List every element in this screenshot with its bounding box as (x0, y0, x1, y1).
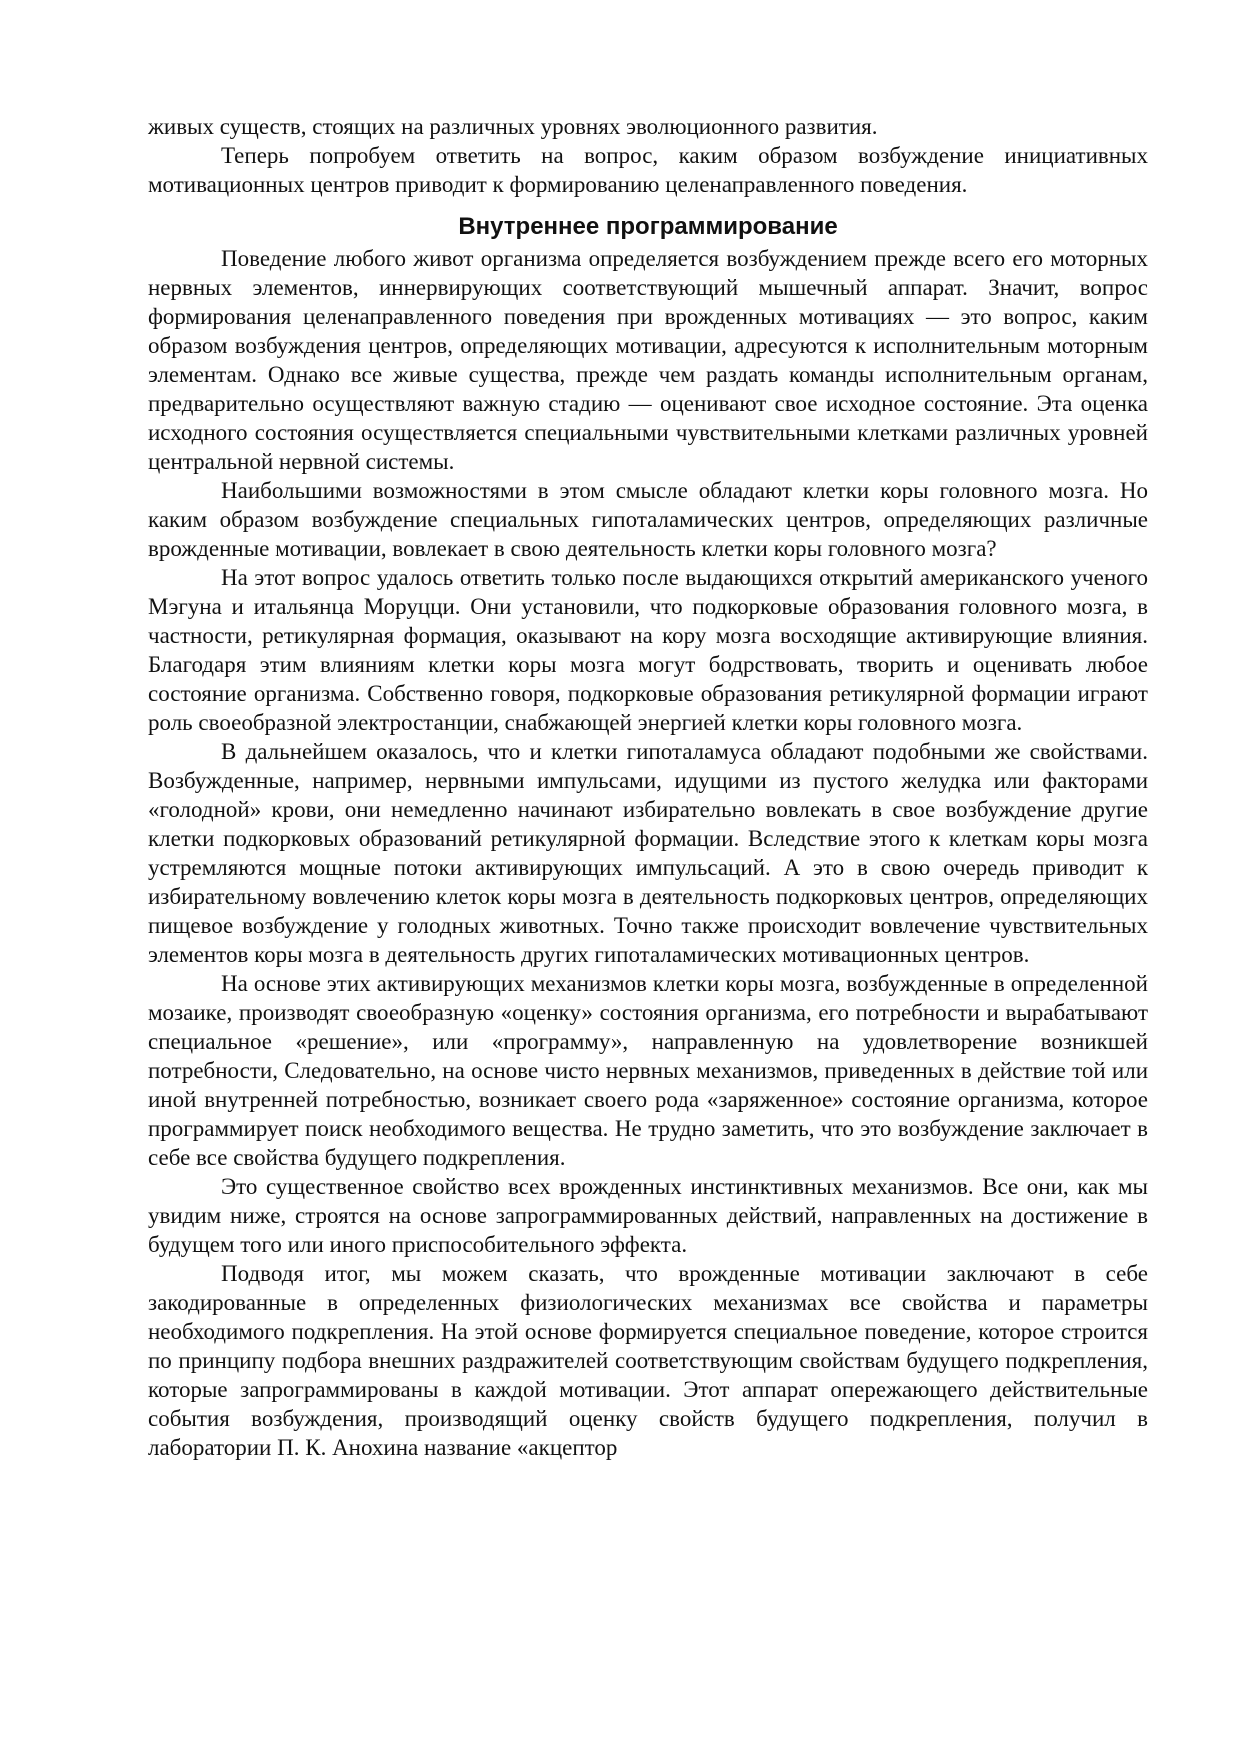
paragraph: На основе этих активирующих механизмов клетки коры мозга, возбужденные в определенной мозаике, производят своеобразную «оценку» состояния организма, его потребности и вырабатывают специальное «решение», или «программу», направленную на удовлетворение возникшей потребности, Следовательно, на основе чисто нервных механизмов, приведенных в действие той или иной внутренней потребностью, возникает своего рода «заряженное» состояние организма, которое программирует поиск необходимого вещества. Не трудно заметить, что это возбуждение заключает в себе все свойства будущего подкрепления. (148, 971, 1148, 1170)
paragraph-continuation: живых существ, стоящих на различных уровнях эволюционного развития. (148, 114, 878, 139)
paragraph: Это существенное свойство всех врожденных инстинктивных механизмов. Все они, как мы увидим ниже, строятся на основе запрограммированных действий, направленных на достижение в будущем того или иного приспособительного эффекта. (148, 1174, 1148, 1257)
paragraph: Теперь попробуем ответить на вопрос, каким образом возбуждение инициативных мотивационных центров приводит к формированию целенаправленного поведения. (148, 143, 1148, 197)
paragraph: На этот вопрос удалось ответить только после выдающихся открытий американского ученого Мэгуна и итальянца Моруцци. Они установили, что подкорковые образования головного мозга, в частности, ретикулярная формация, оказывают на кору мозга восходящие активирующие влияния. Благодаря этим влияниям клетки коры мозга могут бодрствовать, творить и оценивать любое состояние организма. Собственно говоря, подкорковые образования ретикулярной формации играют роль своеобразной электростанции, снабжающей энергией клетки коры головного мозга. (148, 565, 1148, 735)
document-page (148, 112, 1148, 1462)
paragraph: Наибольшими возможностями в этом смысле обладают клетки коры головного мозга. Но каким образом возбуждение специальных гипоталамических центров, определяющих различные врожденные мотивации, вовлекает в свою деятельность клетки коры головного мозга? (148, 478, 1148, 561)
section-heading: Внутреннее программирование (458, 213, 838, 240)
paragraph: Подводя итог, мы можем сказать, что врожденные мотивации заключают в себе закодированные в определенных физиологических механизмах все свойства и параметры необходимого подкрепления. На этой основе формируется специальное поведение, которое строится по принципу подбора внешних раздражителей соответствующим свойствам будущего подкрепления, которые запрограммированы в каждой мотивации. Этот аппарат опережающего действительные события возбуждения, производящий оценку свойств будущего подкрепления, получил в лаборатории П. К. Анохина название «акцептор (148, 1261, 1148, 1460)
paragraph: В дальнейшем оказалось, что и клетки гипоталамуса обладают подобными же свойствами. Возбужденные, например, нервными импульсами, идущими из пустого желудка или факторами «голодной» крови, они немедленно начинают избирательно вовлекать в свое возбуждение другие клетки подкорковых образований ретикулярной формации. Вследствие этого к клеткам коры мозга устремляются мощные потоки активирующих импульсаций. А это в свою очередь приводит к избирательному вовлечению клеток коры мозга в деятельность подкорковых центров, определяющих пищевое возбуждение у голодных животных. Точно также происходит вовлечение чувствительных элементов коры мозга в деятельность других гипоталамических мотивационных центров. (148, 739, 1148, 967)
paragraph: Поведение любого живот организма определяется возбуждением прежде всего его моторных нервных элементов, иннервирующих соответствующий мышечный аппарат. Значит, вопрос формирования целенаправленного поведения при врожденных мотивациях — это вопрос, каким образом возбуждения центров, определяющих мотивации, адресуются к исполнительным моторным элементам. Однако все живые существа, прежде чем раздать команды исполнительным органам, предварительно осуществляют важную стадию — оценивают свое исходное состояние. Эта оценка исходного состояния осуществляется специальными чувствительными клетками различных уровней центральной нервной системы. (148, 246, 1148, 474)
